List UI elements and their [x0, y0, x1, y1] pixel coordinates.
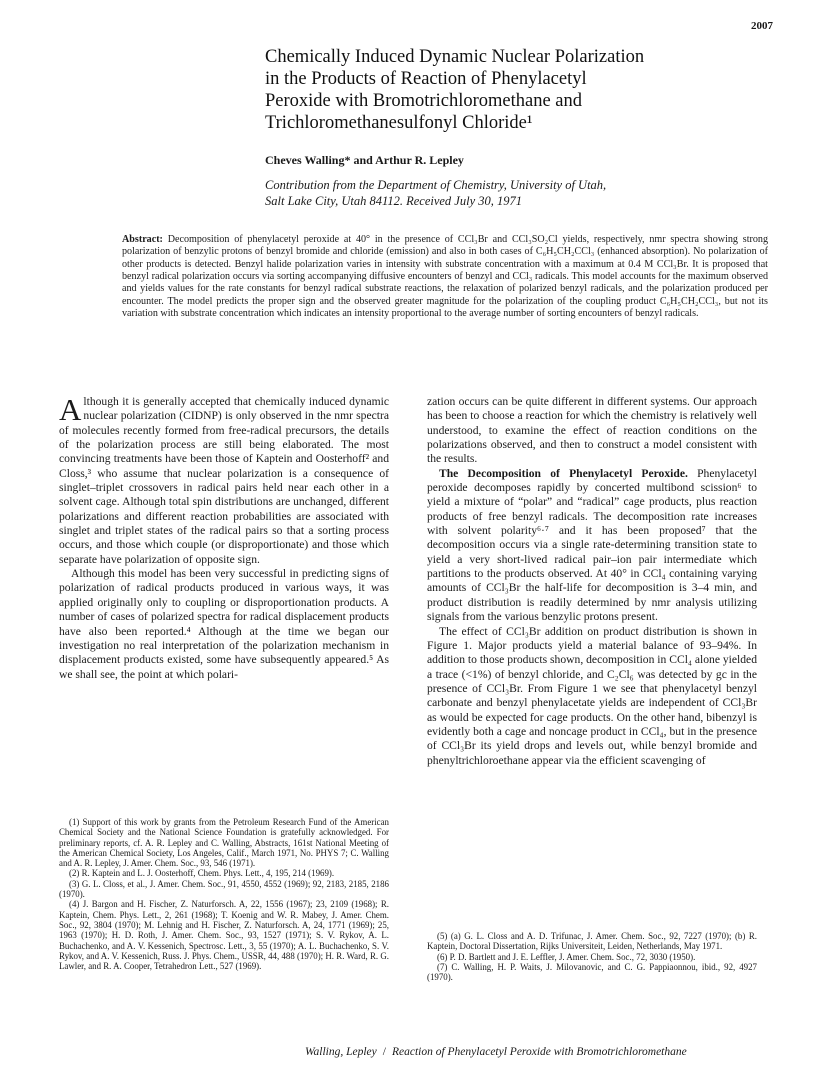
footnote: (7) C. Walling, H. P. Waits, J. Milovanovic, and C. G. Pappiaonnou, ibid., 92, 4927 (1970). — [427, 961, 757, 983]
affiliation-line: Contribution from the Department of Chemistry, University of Utah, — [265, 178, 607, 192]
footnotes-right — [427, 931, 757, 982]
body-paragraph: Although this model has been very successful in predicting signs of polarization of radical products produced in various ways, it was applied originally only to coupling or disproportionation products. A number of cases of polarized spectra for radical displacement products have also been reported.⁴ Although at the time we began our investigation no real interpretation of the polarization mechanism in displacement products existed, some have subsequently appeared.⁵ As we shall see, the point at which polari- — [59, 567, 389, 681]
left-column — [59, 392, 389, 682]
body-paragraph — [427, 467, 757, 625]
abstract — [122, 234, 768, 320]
footer-title: Reaction of Phenylacetyl Peroxide with Bromotrichloromethane — [391, 1046, 687, 1058]
paragraph-text: Phenylacetyl peroxide decomposes rapidly by concerted multibond scission⁶ to yield a mixture of “polar” and “radical” cage products, plus reaction products of free benzyl radicals. The decomposition rate increases with solvent polarity⁶·⁷ and it has been proposed⁷ that the decomposition occurs via a single rate-determining transition state to yield a very short-lived radical pair–ion pair intermediate which partitions to the products observed. At 40° in CCl₄ containing varying amounts of CCl₃Br the half-life for decomposition is 3–4 min, and product distribution is readily determined by nmr analysis utilizing signals from the various benzylic protons present. — [427, 466, 757, 624]
footnotes-left — [59, 817, 389, 971]
paragraph-text: lthough it is generally accepted that chemically induced dynamic nuclear polarization (CIDNP) is only observed in the nmr spectra of molecules recently formed from free-radical precursors, the details of the polarization process are still being elaborated. The most convincing treatments have been those of Kaptein and Oosterhoff² and Closs,³ who assume that nuclear polarization is a consequence of singlet–triplet crossovers in radical pairs held near each other in a solvent cage. Although total spin distributions are unchanged, different polarizations and different reaction probabilities are associated with singlet and triplet states of the radical pairs so that a sorting process occurs, and those which couple (or disproportionate) and those which separate have polarization of opposite sign. — [59, 395, 389, 566]
footnote: (5) (a) G. L. Closs and A. D. Trifunac, J. Amer. Chem. Soc., 92, 7227 (1970); (b) R. Kaptein, Doctoral Dissertation, Rijks Universiteit, Leiden, Netherlands, May 1971. — [427, 931, 757, 952]
footnote: (3) G. L. Closs, et al., J. Amer. Chem. Soc., 91, 4550, 4552 (1969); 92, 2183, 2185, 2186 (1970). — [59, 878, 389, 900]
affiliation-line: Salt Lake City, Utah 84112. Received July 30, 1971 — [265, 194, 523, 208]
section-heading: The Decomposition of Phenylacetyl Peroxide. — [439, 466, 688, 480]
footnote: (2) R. Kaptein and L. J. Oosterhoff, Chem. Phys. Lett., 4, 195, 214 (1969). — [69, 868, 335, 879]
title-line: Peroxide with Bromotrichloromethane and — [265, 91, 582, 111]
dropcap: A — [59, 392, 82, 427]
footer-authors: Walling, Lepley — [305, 1046, 377, 1058]
title-line: Chemically Induced Dynamic Nuclear Polarization — [265, 47, 645, 67]
title-block — [265, 46, 765, 209]
footnote: (6) P. D. Bartlett and J. E. Leffler, J. Amer. Chem. Soc., 72, 3030 (1950). — [437, 951, 696, 962]
running-footer — [305, 1046, 687, 1058]
body-paragraph: The effect of CCl₃Br addition on product distribution is shown in Figure 1. Major products yield a material balance of 93–94%. In addition to those products shown, decomposition in CCl₄ alone yielded a trace (<1%) of benzyl chloride, and C₂Cl₆ was detected by gc in the presence of CCl₃Br. From Figure 1 we see that phenylacetyl benzyl carbonate and benzyl phenylacetate yields are independent of CCl₃Br as would be expected for cage products. On the other hand, bibenzyl is evidently both a cage and noncage product in CCl₄, but in the presence of CCl₃Br its yield drops and levels out, while benzyl bromide and phenyltrichloroethane appear via the efficient scavenging of — [427, 624, 757, 767]
affiliation — [265, 177, 765, 209]
footer-separator: / — [382, 1046, 386, 1058]
authors: Cheves Walling* and Arthur R. Lepley — [265, 153, 464, 167]
title-line: in the Products of Reaction of Phenylacetyl — [265, 69, 587, 89]
footnote: (4) J. Bargon and H. Fischer, Z. Naturforsch. A, 22, 1556 (1967); 23, 2109 (1968); R. Kaptein, Chem. Phys. Lett., 2, 261 (1968); T. Koenig and W. R. Mabey, J. Amer. Chem. Soc., 92, 3804 (1970); M. Lehnig and H. Fischer, Z. Naturforsch. A, 24, 1771 (1969); 25, 1963 (1970); H. D. Roth, J. Amer. Chem. Soc., 93, 1527 (1971); S. V. Rykov, A. L. Buchachenko, and A. V. Kessenich, Spectrosc. Lett., 3, 55 (1970); A. L. Buchachenko, S. V. Rykov, and A. V. Kessenich, Russ. J. Phys. Chem., USSR, 44, 488 (1970); H. R. Ward, R. G. Lawler, and R. A. Cooper, Tetrahedron Lett., 527 (1969). — [59, 899, 389, 972]
title-line: Trichloromethanesulfonyl Chloride¹ — [265, 113, 533, 133]
abstract-label: Abstract: — [122, 234, 163, 245]
page-number: 2007 — [751, 20, 773, 32]
body-paragraph — [59, 392, 389, 567]
body-paragraph: zation occurs can be quite different in different systems. Our approach has been to choose a reaction for which the chemistry is relatively well understood, to examine the effect of reaction conditions on the polarizations observed, and then to construct a model consistent with the results. — [427, 395, 757, 466]
right-column — [427, 395, 757, 768]
abstract-text: Decomposition of phenylacetyl peroxide at 40° in the presence of CCl₃Br and CCl₃SO₂Cl yields, respectively, nmr spectra showing strong polarization of benzylic protons of benzyl bromide and chloride (emission) and also in both cases of C₆H₅CH₂CCl₃ (enhanced absorption). No polarization of other products is detected. Benzyl halide polarization varies in intensity with substrate concentration with a maximum at 0.4 M CCl₃Br. It is proposed that benzyl radical polarization occurs via sorting accompanying diffusive encounters of benzyl and CCl₃ radicals. This model accounts for the maximum observed and yields values for the rate constants for benzyl radical substrate reactions, the relaxation of polarized benzyl radicals, and the polarization produced per encounter. The model predicts the proper sign and the observed greater magnitude for the polarization of the coupling product C₆H₅CH₂CCl₃, but not its variation with substrate concentration which indicates an intensity proportional to the average number of sorting encounters of benzyl radicals. — [122, 234, 768, 320]
article-title — [265, 46, 765, 134]
footnote: (1) Support of this work by grants from the Petroleum Research Fund of the American Chemical Society and the National Science Foundation is gratefully acknowledged. For preliminary reports, cf. A. R. Lepley and C. Walling, Abstracts, 161st National Meeting of the American Chemical Society, Los Angeles, Calif., March 1971, No. PHYS 7; C. Walling and A. R. Lepley, J. Amer. Chem. Soc., 93, 546 (1971). — [59, 817, 389, 869]
